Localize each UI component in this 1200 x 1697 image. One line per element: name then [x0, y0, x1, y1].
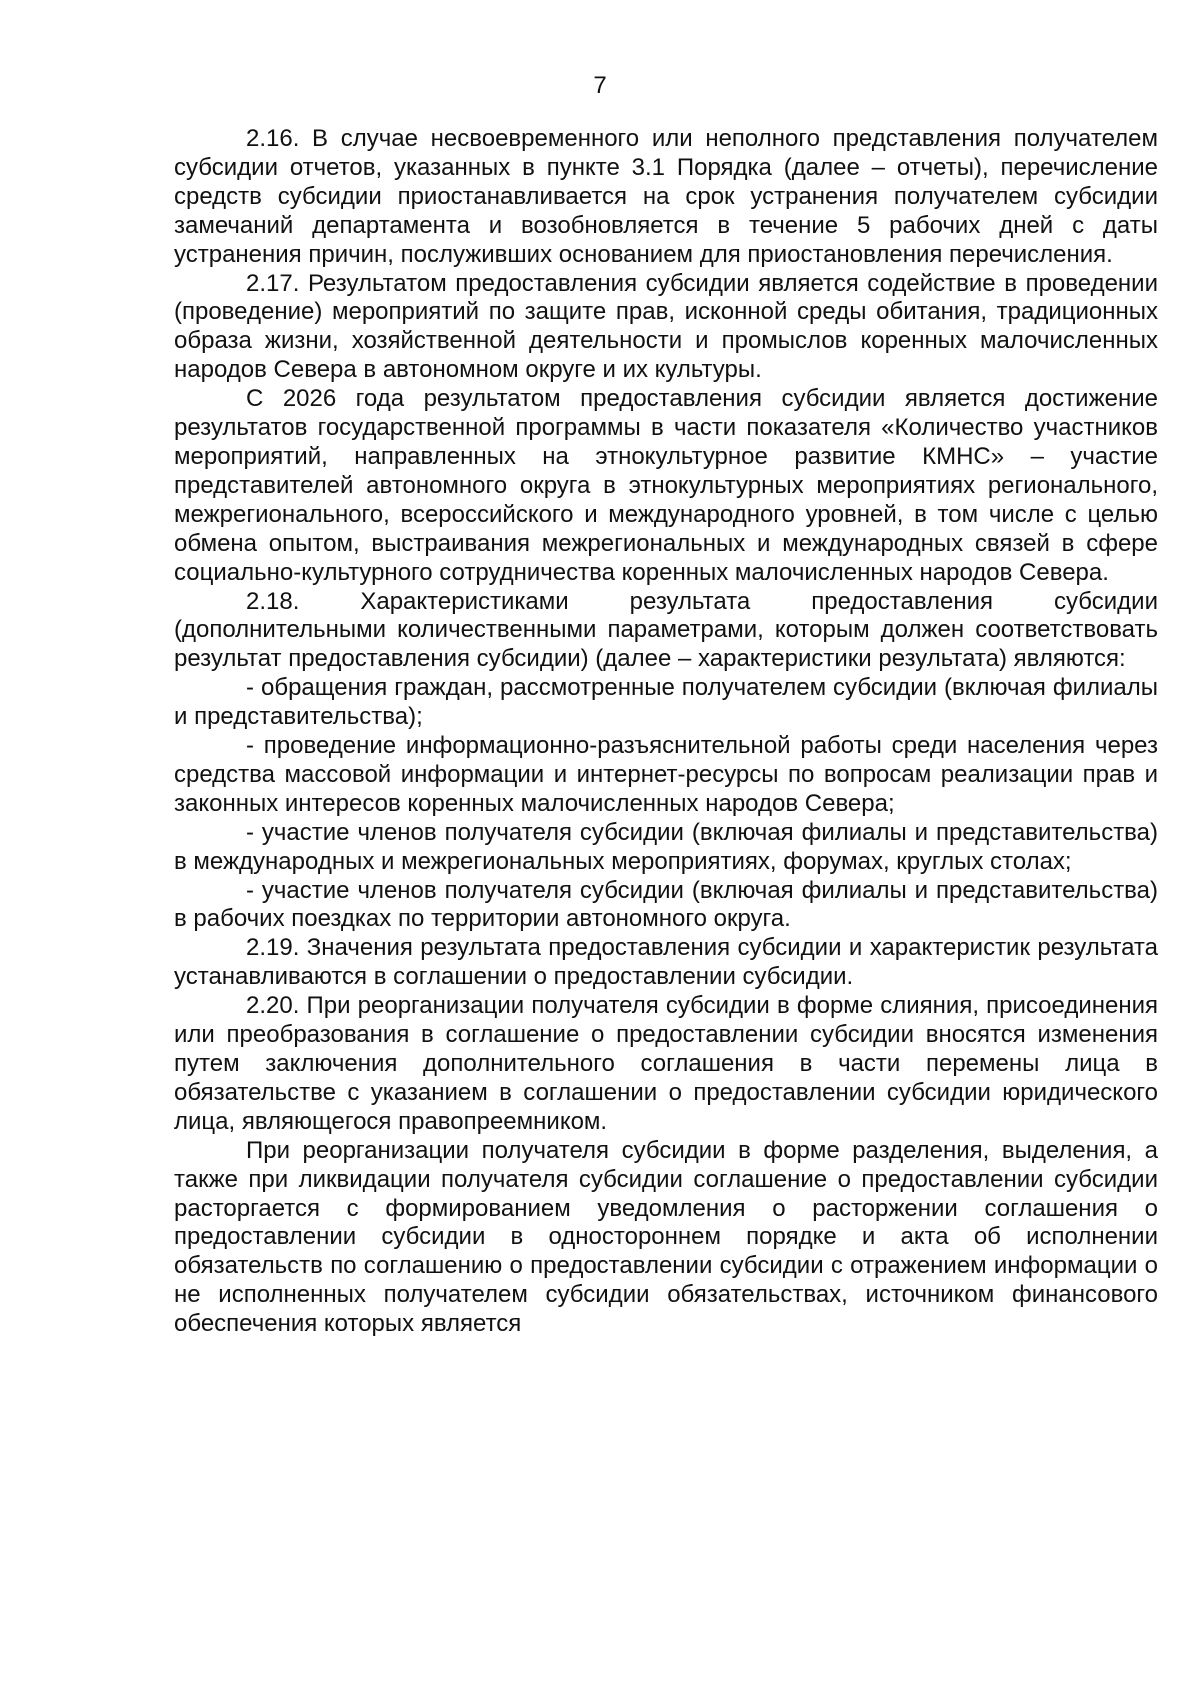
document-body [174, 125, 1158, 1339]
list-item-working-trips: - участие членов получателя субсидии (включая филиалы и представительства) в рабочих поездках по территории автономного округа. [174, 876, 1158, 933]
list-item-international-events: - участие членов получателя субсидии (включая филиалы и представительства) в международных и межрегиональных мероприятиях, форумах, круглых столах; [174, 818, 1158, 875]
list-item-information-work: - проведение информационно-разъяснительной работы среди населения через средства массовой информации и интернет-ресурсы по вопросам реализации прав и законных интересов коренных малочисленных народов Севера; [174, 732, 1158, 817]
paragraph-2-16: 2.16. В случае несвоевременного или неполного представления получателем субсидии отчетов, указанных в пункте 3.1 Порядка (далее – отчеты), перечисление средств субсидии приостанавливается на срок устранения получателем субсидии замечаний департамента и возобновляется в течение 5 рабочих дней с даты устранения причин, послуживших основанием для приостановления перечисления. [174, 125, 1158, 268]
paragraph-2-20: 2.20. При реорганизации получателя субсидии в форме слияния, присоединения или преобразования в соглашение о предоставлении субсидии вносятся изменения путем заключения дополнительного соглашения в части перемены лица в обязательстве с указанием в соглашении о предоставлении субсидии юридического лица, являющегося правопреемником. [174, 992, 1158, 1135]
paragraph-2-19: 2.19. Значения результата предоставления субсидии и характеристик результата устанавливаются в соглашении о предоставлении субсидии. [174, 934, 1158, 991]
paragraph-2-20-reorganization: При реорганизации получателя субсидии в форме разделения, выделения, а также при ликвидации получателя субсидии соглашение о предоставлении субсидии расторгается с формированием уведомления о расторжении соглашения о предоставлении субсидии в одностороннем порядке и акта об исполнении обязательств по соглашению о предоставлении субсидии с отражением информации о не исполненных получателем субсидии обязательствах, источником финансового обеспечения которых является [174, 1136, 1158, 1338]
paragraph-2-17-from-2026: С 2026 года результатом предоставления субсидии является достижение результатов государственной программы в части показателя «Количество участников мероприятий, направленных на этнокультурное развитие КМНС» – участие представителей автономного округа в этнокультурных мероприятиях регионального, межрегионального, всероссийского и международного уровней, в том числе с целью обмена опытом, выстраивания межрегиональных и международных связей в сфере социально-культурного сотрудничества коренных малочисленных народов Севера. [174, 385, 1158, 586]
paragraph-2-17: 2.17. Результатом предоставления субсидии является содействие в проведении (проведение) мероприятий по защите прав, исконной среды обитания, традиционных образа жизни, хозяйственной деятельности и промыслов коренных малочисленных народов Севера в автономном округе и их культуры. [174, 269, 1158, 384]
list-item-citizen-appeals: - обращения граждан, рассмотренные получателем субсидии (включая филиалы и представительства); [174, 674, 1158, 731]
paragraph-2-18: 2.18. Характеристиками результата предоставления субсидии (дополнительными количественными параметрами, которым должен соответствовать результат предоставления субсидии) (далее – характеристики результата) являются: [174, 587, 1158, 673]
page-number: 7 [593, 72, 607, 99]
